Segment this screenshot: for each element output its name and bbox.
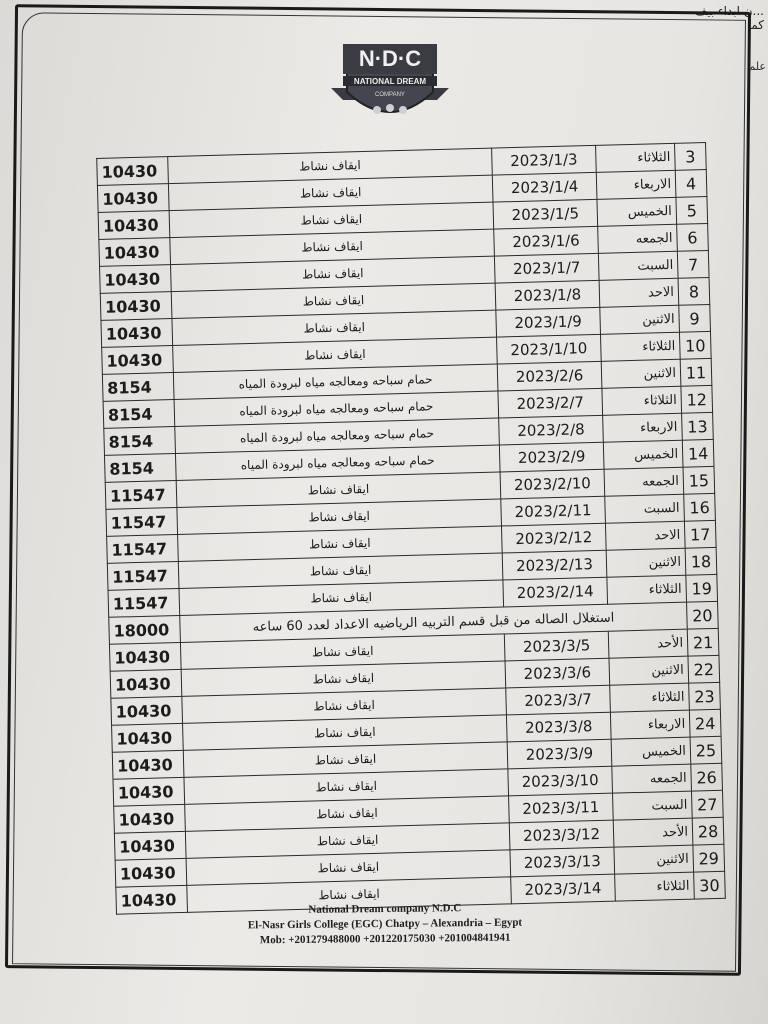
row-number-cell: 18 xyxy=(685,547,717,575)
footer xyxy=(150,900,620,950)
row-number-cell: 11 xyxy=(680,358,712,386)
amount-cell: 10430 xyxy=(99,238,171,267)
description-cell: ايقاف نشاط xyxy=(171,256,496,291)
description-cell: استغلال الصاله من قبل قسم التربيه الرياضيه الاعداد لعدد 60 ساعه xyxy=(180,602,688,642)
logo-sub-text: COMPANY xyxy=(375,92,405,98)
amount-cell: 10430 xyxy=(102,346,174,375)
ndc-logo xyxy=(325,40,455,130)
amount-cell: 10430 xyxy=(111,696,183,725)
date-cell: 2023/1/4 xyxy=(492,172,597,202)
day-cell: السبت xyxy=(613,791,693,820)
description-cell: حمام سباحه ومعالجه مياه لبرودة المياه xyxy=(174,391,499,426)
row-number-cell: 13 xyxy=(682,412,714,440)
date-cell: 2023/1/9 xyxy=(496,307,601,337)
day-cell: الثلاثاء xyxy=(600,332,680,361)
schedule-table xyxy=(96,142,726,915)
footer-phones: Mob: +201279488000 +201220175030 +201004841941 xyxy=(259,931,511,947)
amount-cell: 10430 xyxy=(116,885,188,914)
row-number-cell: 12 xyxy=(681,385,713,413)
amount-cell: 10430 xyxy=(97,184,169,213)
date-cell: 2023/2/7 xyxy=(498,388,603,418)
date-cell: 2023/3/8 xyxy=(506,712,611,742)
description-cell: ايقاف نشاط xyxy=(180,634,505,669)
amount-cell: 10430 xyxy=(113,777,185,806)
day-cell: الخميس xyxy=(611,737,691,766)
date-cell: 2023/2/11 xyxy=(501,496,606,526)
description-cell: ايقاف نشاط xyxy=(170,229,495,264)
row-number-cell: 22 xyxy=(688,655,720,683)
logo-letters: N·D·C xyxy=(358,46,422,71)
day-cell: الخميس xyxy=(597,197,677,226)
amount-cell: 10430 xyxy=(100,292,172,321)
day-cell: السبت xyxy=(605,494,685,523)
day-cell: الاثنين xyxy=(606,548,686,577)
amount-cell: 11547 xyxy=(107,534,179,563)
amount-cell: 11547 xyxy=(105,480,177,509)
amount-cell: 18000 xyxy=(109,615,181,644)
description-cell: حمام سباحه ومعالجه مياه لبرودة المياه xyxy=(175,445,500,480)
amount-cell: 8154 xyxy=(102,373,174,402)
footer-company: National Dream company N.D.C xyxy=(308,902,462,916)
description-cell: ايقاف نشاط xyxy=(183,715,508,750)
row-number-cell: 14 xyxy=(682,439,714,467)
day-cell: السبت xyxy=(598,251,678,280)
description-cell: حمام سباحه ومعالجه مياه لبرودة المياه xyxy=(173,364,498,399)
day-cell: الثلاثاء xyxy=(602,386,682,415)
amount-cell: 10430 xyxy=(109,642,181,671)
description-cell: ايقاف نشاط xyxy=(186,850,511,885)
description-cell: ايقاف نشاط xyxy=(176,472,501,507)
logo-figure-icon xyxy=(373,106,381,114)
date-cell: 2023/3/11 xyxy=(509,793,614,823)
row-number-cell: 27 xyxy=(691,790,723,818)
description-cell: ايقاف نشاط xyxy=(182,688,507,723)
day-cell: الجمعه xyxy=(604,467,684,496)
date-cell: 2023/1/7 xyxy=(494,253,599,283)
amount-cell: 10430 xyxy=(97,157,169,186)
date-cell: 2023/1/6 xyxy=(494,226,599,256)
amount-cell: 10430 xyxy=(115,858,187,887)
date-cell: 2023/1/10 xyxy=(497,334,602,364)
description-cell: ايقاف نشاط xyxy=(184,769,509,804)
row-number-cell: 4 xyxy=(675,170,707,198)
amount-cell: 11547 xyxy=(107,561,179,590)
description-cell: ايقاف نشاط xyxy=(187,877,512,912)
amount-cell: 10430 xyxy=(98,211,170,240)
row-number-cell: 21 xyxy=(687,628,719,656)
logo-band-text: NATIONAL DREAM xyxy=(353,77,427,86)
day-cell: الأحد xyxy=(613,818,693,847)
description-cell: ايقاف نشاط xyxy=(181,661,506,696)
day-cell: الثلاثاء xyxy=(596,143,676,172)
date-cell: 2023/3/9 xyxy=(507,739,612,769)
date-cell: 2023/3/6 xyxy=(505,658,610,688)
row-number-cell: 8 xyxy=(678,277,710,305)
row-number-cell: 23 xyxy=(689,682,721,710)
row-number-cell: 19 xyxy=(686,574,718,602)
description-cell: ايقاف نشاط xyxy=(171,283,496,318)
description-cell: ايقاف نشاط xyxy=(179,580,504,615)
side-text: علم xyxy=(748,60,766,73)
date-cell: 2023/3/10 xyxy=(508,766,613,796)
description-cell: حمام سباحه ومعالجه مياه لبرودة المياه xyxy=(175,418,500,453)
logo-figure-icon xyxy=(386,104,394,112)
date-cell: 2023/2/12 xyxy=(501,523,606,553)
logo-figure-icon xyxy=(399,106,407,114)
amount-cell: 8154 xyxy=(104,453,176,482)
row-number-cell: 28 xyxy=(692,817,724,845)
day-cell: الاثنين xyxy=(601,359,681,388)
row-number-cell: 29 xyxy=(693,844,725,872)
row-number-cell: 16 xyxy=(684,493,716,521)
date-cell: 2023/3/14 xyxy=(511,874,616,904)
row-number-cell: 9 xyxy=(679,304,711,332)
day-cell: الاحد xyxy=(605,521,685,550)
amount-cell: 8154 xyxy=(103,400,175,429)
row-number-cell: 10 xyxy=(679,331,711,359)
day-cell: الاثنين xyxy=(600,305,680,334)
amount-cell: 10430 xyxy=(101,319,173,348)
footer-address: El-Nasr Girls College (EGC) Chatpy – Alexandria – Egypt xyxy=(247,916,523,932)
day-cell: الخميس xyxy=(603,440,683,469)
row-number-cell: 3 xyxy=(675,143,707,171)
date-cell: 2023/1/5 xyxy=(493,199,598,229)
day-cell: الجمعه xyxy=(612,764,692,793)
date-cell: 2023/3/13 xyxy=(510,847,615,877)
day-cell: الأحد xyxy=(608,629,688,658)
date-cell: 2023/1/8 xyxy=(495,280,600,310)
amount-cell: 8154 xyxy=(104,427,176,456)
row-number-cell: 15 xyxy=(683,466,715,494)
row-number-cell: 26 xyxy=(691,763,723,791)
date-cell: 2023/2/13 xyxy=(502,550,607,580)
day-cell: الجمعه xyxy=(598,224,678,253)
description-cell: ايقاف نشاط xyxy=(183,742,508,777)
date-cell: 2023/2/8 xyxy=(499,415,604,445)
day-cell: الاثنين xyxy=(609,656,689,685)
description-cell: ايقاف نشاط xyxy=(185,823,510,858)
description-cell: ايقاف نشاط xyxy=(173,337,498,372)
date-cell: 2023/1/3 xyxy=(492,145,597,175)
amount-cell: 10430 xyxy=(114,831,186,860)
amount-cell: 10430 xyxy=(110,669,182,698)
date-cell: 2023/2/9 xyxy=(499,442,604,472)
corner-text: ...ن ابداء بيف كما xyxy=(694,4,764,32)
row-number-cell: 30 xyxy=(694,871,726,899)
description-cell: ايقاف نشاط xyxy=(178,553,503,588)
day-cell: الثلاثاء xyxy=(615,872,695,901)
amount-cell: 11547 xyxy=(108,588,180,617)
row-number-cell: 24 xyxy=(689,709,721,737)
date-cell: 2023/3/7 xyxy=(506,685,611,715)
day-cell: الاثنين xyxy=(614,845,694,874)
description-cell: ايقاف نشاط xyxy=(169,202,494,237)
row-number-cell: 7 xyxy=(677,250,709,278)
row-number-cell: 20 xyxy=(687,601,719,629)
date-cell: 2023/3/5 xyxy=(504,631,609,661)
day-cell: الثلاثاء xyxy=(610,683,690,712)
day-cell: الثلاثاء xyxy=(607,575,687,604)
description-cell: ايقاف نشاط xyxy=(168,175,493,210)
amount-cell: 10430 xyxy=(112,723,184,752)
amount-cell: 10430 xyxy=(114,804,186,833)
row-number-cell: 17 xyxy=(684,520,716,548)
amount-cell: 10430 xyxy=(112,750,184,779)
day-cell: الاربعاء xyxy=(610,710,690,739)
amount-cell: 11547 xyxy=(106,507,178,536)
date-cell: 2023/2/6 xyxy=(497,361,602,391)
row-number-cell: 5 xyxy=(676,196,708,224)
description-cell: ايقاف نشاط xyxy=(168,148,493,183)
description-cell: ايقاف نشاط xyxy=(172,310,497,345)
description-cell: ايقاف نشاط xyxy=(185,796,510,831)
day-cell: الاربعاء xyxy=(603,413,683,442)
date-cell: 2023/3/12 xyxy=(509,820,614,850)
date-cell: 2023/2/14 xyxy=(503,577,608,607)
date-cell: 2023/2/10 xyxy=(500,469,605,499)
description-cell: ايقاف نشاط xyxy=(178,526,503,561)
row-number-cell: 25 xyxy=(690,736,722,764)
amount-cell: 10430 xyxy=(100,265,172,294)
day-cell: الاربعاء xyxy=(596,170,676,199)
description-cell: ايقاف نشاط xyxy=(177,499,502,534)
day-cell: الاحد xyxy=(599,278,679,307)
row-number-cell: 6 xyxy=(677,223,709,251)
